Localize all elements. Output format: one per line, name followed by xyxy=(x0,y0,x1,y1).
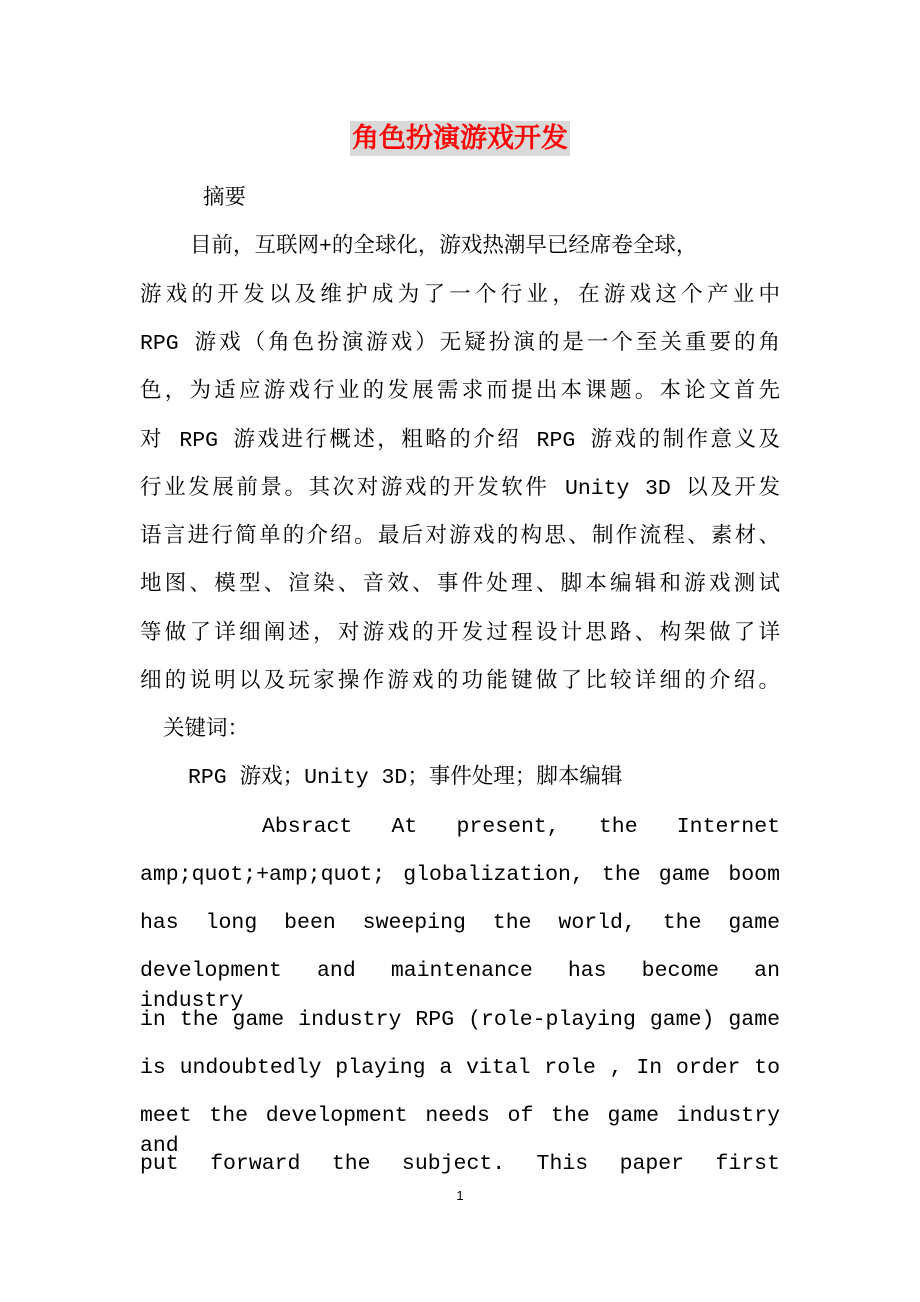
abstract-cn-line: RPG 游戏（角色扮演游戏）无疑扮演的是一个至关重要的角 xyxy=(140,332,780,356)
abstract-cn-line: 行业发展前景。其次对游戏的开发软件 Unity 3D 以及开发 xyxy=(140,477,780,501)
abstract-en-line: in the game industry RPG (role-playing game) game xyxy=(140,1008,780,1032)
abstract-cn-line: 细的说明以及玩家操作游戏的功能键做了比较详细的介绍。 xyxy=(140,670,780,694)
abstract-cn-line: 目前，互联网+的全球化，游戏热潮早已经席卷全球， xyxy=(190,235,698,259)
document-title: 角色扮演游戏开发 xyxy=(352,123,568,154)
abstract-cn-line: 对 RPG 游戏进行概述，粗略的介绍 RPG 游戏的制作意义及 xyxy=(140,429,780,453)
abstract-cn-line: 游戏的开发以及维护成为了一个行业，在游戏这个产业中 xyxy=(140,284,780,308)
abstract-en-line: is undoubtedly playing a vital role , In order to xyxy=(140,1056,780,1080)
abstract-heading: 摘要 xyxy=(203,187,247,211)
abstract-en-line: has long been sweeping the world, the game xyxy=(140,911,780,935)
abstract-en-line: Absract At present, the Internet xyxy=(262,815,780,839)
abstract-en-line: development and maintenance has become an industry xyxy=(140,959,780,1013)
keywords: RPG 游戏；Unity 3D；事件处理；脚本编辑 xyxy=(188,766,623,790)
abstract-en-line: amp;quot;+amp;quot; globalization, the game boom xyxy=(140,863,780,887)
abstract-en-line: put forward the subject. This paper first xyxy=(140,1152,780,1176)
abstract-cn-line: 色，为适应游戏行业的发展需求而提出本课题。本论文首先 xyxy=(140,380,780,404)
abstract-cn-line: 地图、模型、渲染、音效、事件处理、脚本编辑和游戏测试 xyxy=(140,573,780,597)
abstract-en-line: meet the development needs of the game industry and xyxy=(140,1104,780,1158)
abstract-cn-line: 语言进行简单的介绍。最后对游戏的构思、制作流程、素材、 xyxy=(140,525,780,549)
keywords-label: 关键词： xyxy=(163,718,250,742)
abstract-cn-line: 等做了详细阐述，对游戏的开发过程设计思路、构架做了详 xyxy=(140,622,780,646)
page-number: 1 xyxy=(456,1188,464,1203)
